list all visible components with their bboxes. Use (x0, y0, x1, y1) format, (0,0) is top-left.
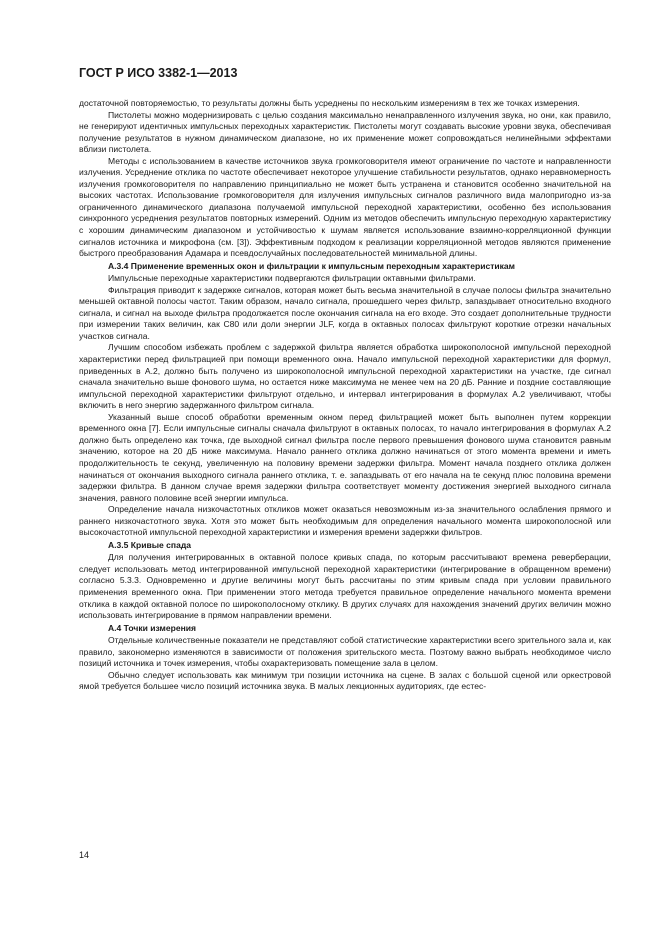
section-heading: А.3.5 Кривые спада (108, 539, 192, 550)
section-heading: А.3.4 Применение временных окон и фильтрации к импульсным переходным характеристикам (108, 260, 515, 271)
paragraph: Определение начала низкочастотных откликов может оказаться невозможным из-за значительного ослабления прямого и раннего низкочастотного звука. Хотя это может быть необходимым для определения начального момента широкополосной или высокочастотной импульсной переходной характеристики и измерения времени задержки фильтров. (79, 504, 611, 538)
paragraph: Пистолеты можно модернизировать с целью создания максимально ненаправленного излучения звука, но они, как правило, не генерируют идентичных импульсных переходных характеристик. Пистолеты могут создавать высокие уровни звука, обеспечивая получение результатов в нужном динамическом диапазоне, но их применение может сопровождаться нелинейными эффектами вблизи пистолета. (79, 109, 611, 155)
body-text (79, 98, 611, 693)
running-header: ГОСТ Р ИСО 3382-1—2013 (79, 66, 238, 80)
paragraph: Указанный выше способ обработки временным окном перед фильтрацией может быть выполнен путем коррекции временного окна [7]. Если импульсные сигналы сначала фильтруют в октавных полосах, то начало интегрирования в формулах А.2 должно быть определено как точка, где выходной сигнал фильтра после первого превышения фонового шума становится равным значению, которое на 20 дБ ниже максимума. Начало раннего отклика должно начинаться от этого момента времени и иметь продолжительность te секунд, увеличенную на половину времени задержки фильтра. Момент начала позднего отклика должен начинаться от окончания выходного сигнала раннего отклика, т. е. запаздывать от его начала на te секунд плюс половина времени задержки фильтра. В данном случае время задержки фильтра соответствует моменту достижения энергией выходного сигнала значения, равного половине всей энергии импульса. (79, 411, 611, 503)
paragraph: Лучшим способом избежать проблем с задержкой фильтра является обработка широкополосной импульсной переходной характеристики перед фильтрацией при помощи временного окна. Начало импульсной переходной характеристики для формул, приведенных в А.2, должно быть получено из широкополосной импульсной переходной характеристики на участке, где сигнал сначала значительно выше фонового шума, но остается ниже максимума не менее чем на 20 дБ. Ранние и поздние составляющие импульсной переходной характеристики фильтруют отдельно, и интервал интегрирования в формулах А.2 увеличивают, чтобы включить в него энергию задержанного фильтром сигнала. (79, 342, 611, 411)
paragraph: Фильтрация приводит к задержке сигналов, которая может быть весьма значительной в случае полосы фильтра значительно меньшей октавной полосы частот. Таким образом, начало сигнала, прошедшего через фильтр, запаздывает относительно входного сигнала, и сигнал на выходе фильтра продолжается после окончания сигнала на его входе. Это создает дополнительные трудности при измерении таких величин, как C80 или доли энергии JLF, когда в октавных полосах фильтруют короткие отрезки начальных участков сигнала. (79, 284, 611, 341)
paragraph: достаточной повторяемостью, то результаты должны быть усреднены по нескольким измерениям в тех же точках измерения. (79, 98, 580, 108)
section-heading: А.4 Точки измерения (108, 622, 196, 633)
paragraph: Импульсные переходные характеристики подвергаются фильтрации октавными фильтрами. (108, 273, 476, 284)
paragraph: Обычно следует использовать как минимум три позиции источника на сцене. В залах с большой сценой или оркестровой ямой требуется большее число позиций источника звука. В малых лекционных аудиториях, где естес- (79, 669, 611, 692)
paragraph: Для получения интегрированных в октавной полосе кривых спада, по которым рассчитывают времена реверберации, следует использовать метод интегрированной импульсной переходной характеристики (интегрирование в обращенном времени) согласно 5.3.3. Одновременно и другие величины могут быть рассчитаны по этим кривым спада при условии правильного применения временного окна. При применении этого метода требуется правильное определение начального момента времени отклика в каждой октавной полосе по широкополосному отклику. В других случаях для нахождения значений других величин можно использовать интегрирование в прямом направлении времени. (79, 552, 611, 621)
paragraph: Отдельные количественные показатели не представляют собой статистические характеристики всего зрительного зала и, как правило, закономерно изменяются в зависимости от положения зрительского места. Поэтому важно выбрать необходимое число позиций источника и точек измерения, чтобы охарактеризовать помещение зала в целом. (79, 635, 611, 669)
paragraph: Методы с использованием в качестве источников звука громкоговорителя имеют ограничение по частоте и направленности излучения. Усреднение отклика по частоте обеспечивает некоторое улучшение стабильности результатов, однако неравномерность излучения громкоговорителя по направлению принципиально не может быть устранена и становится особенно значительной на высоких частотах. Использование громкоговорителя для излучения импульсных сигналов различного вида малопригодно из-за ограниченного динамического диапазона получаемой импульсной переходной характеристики, особенно без использования синхронного усреднения результатов повторных измерений. Одним из методов обеспечить импульсную переходную характеристику с хорошим динамическим диапазоном и устойчивостью к шумам является использование взаимно-корреляционной функции сигналов источника и микрофона (см. [3]). Эффективным подходом к реализации корреляционной методов являются применение быстрого преобразования Адамара и псевдослучайных последовательностей минимальной длины. (79, 155, 611, 259)
page-number: 14 (79, 850, 90, 860)
